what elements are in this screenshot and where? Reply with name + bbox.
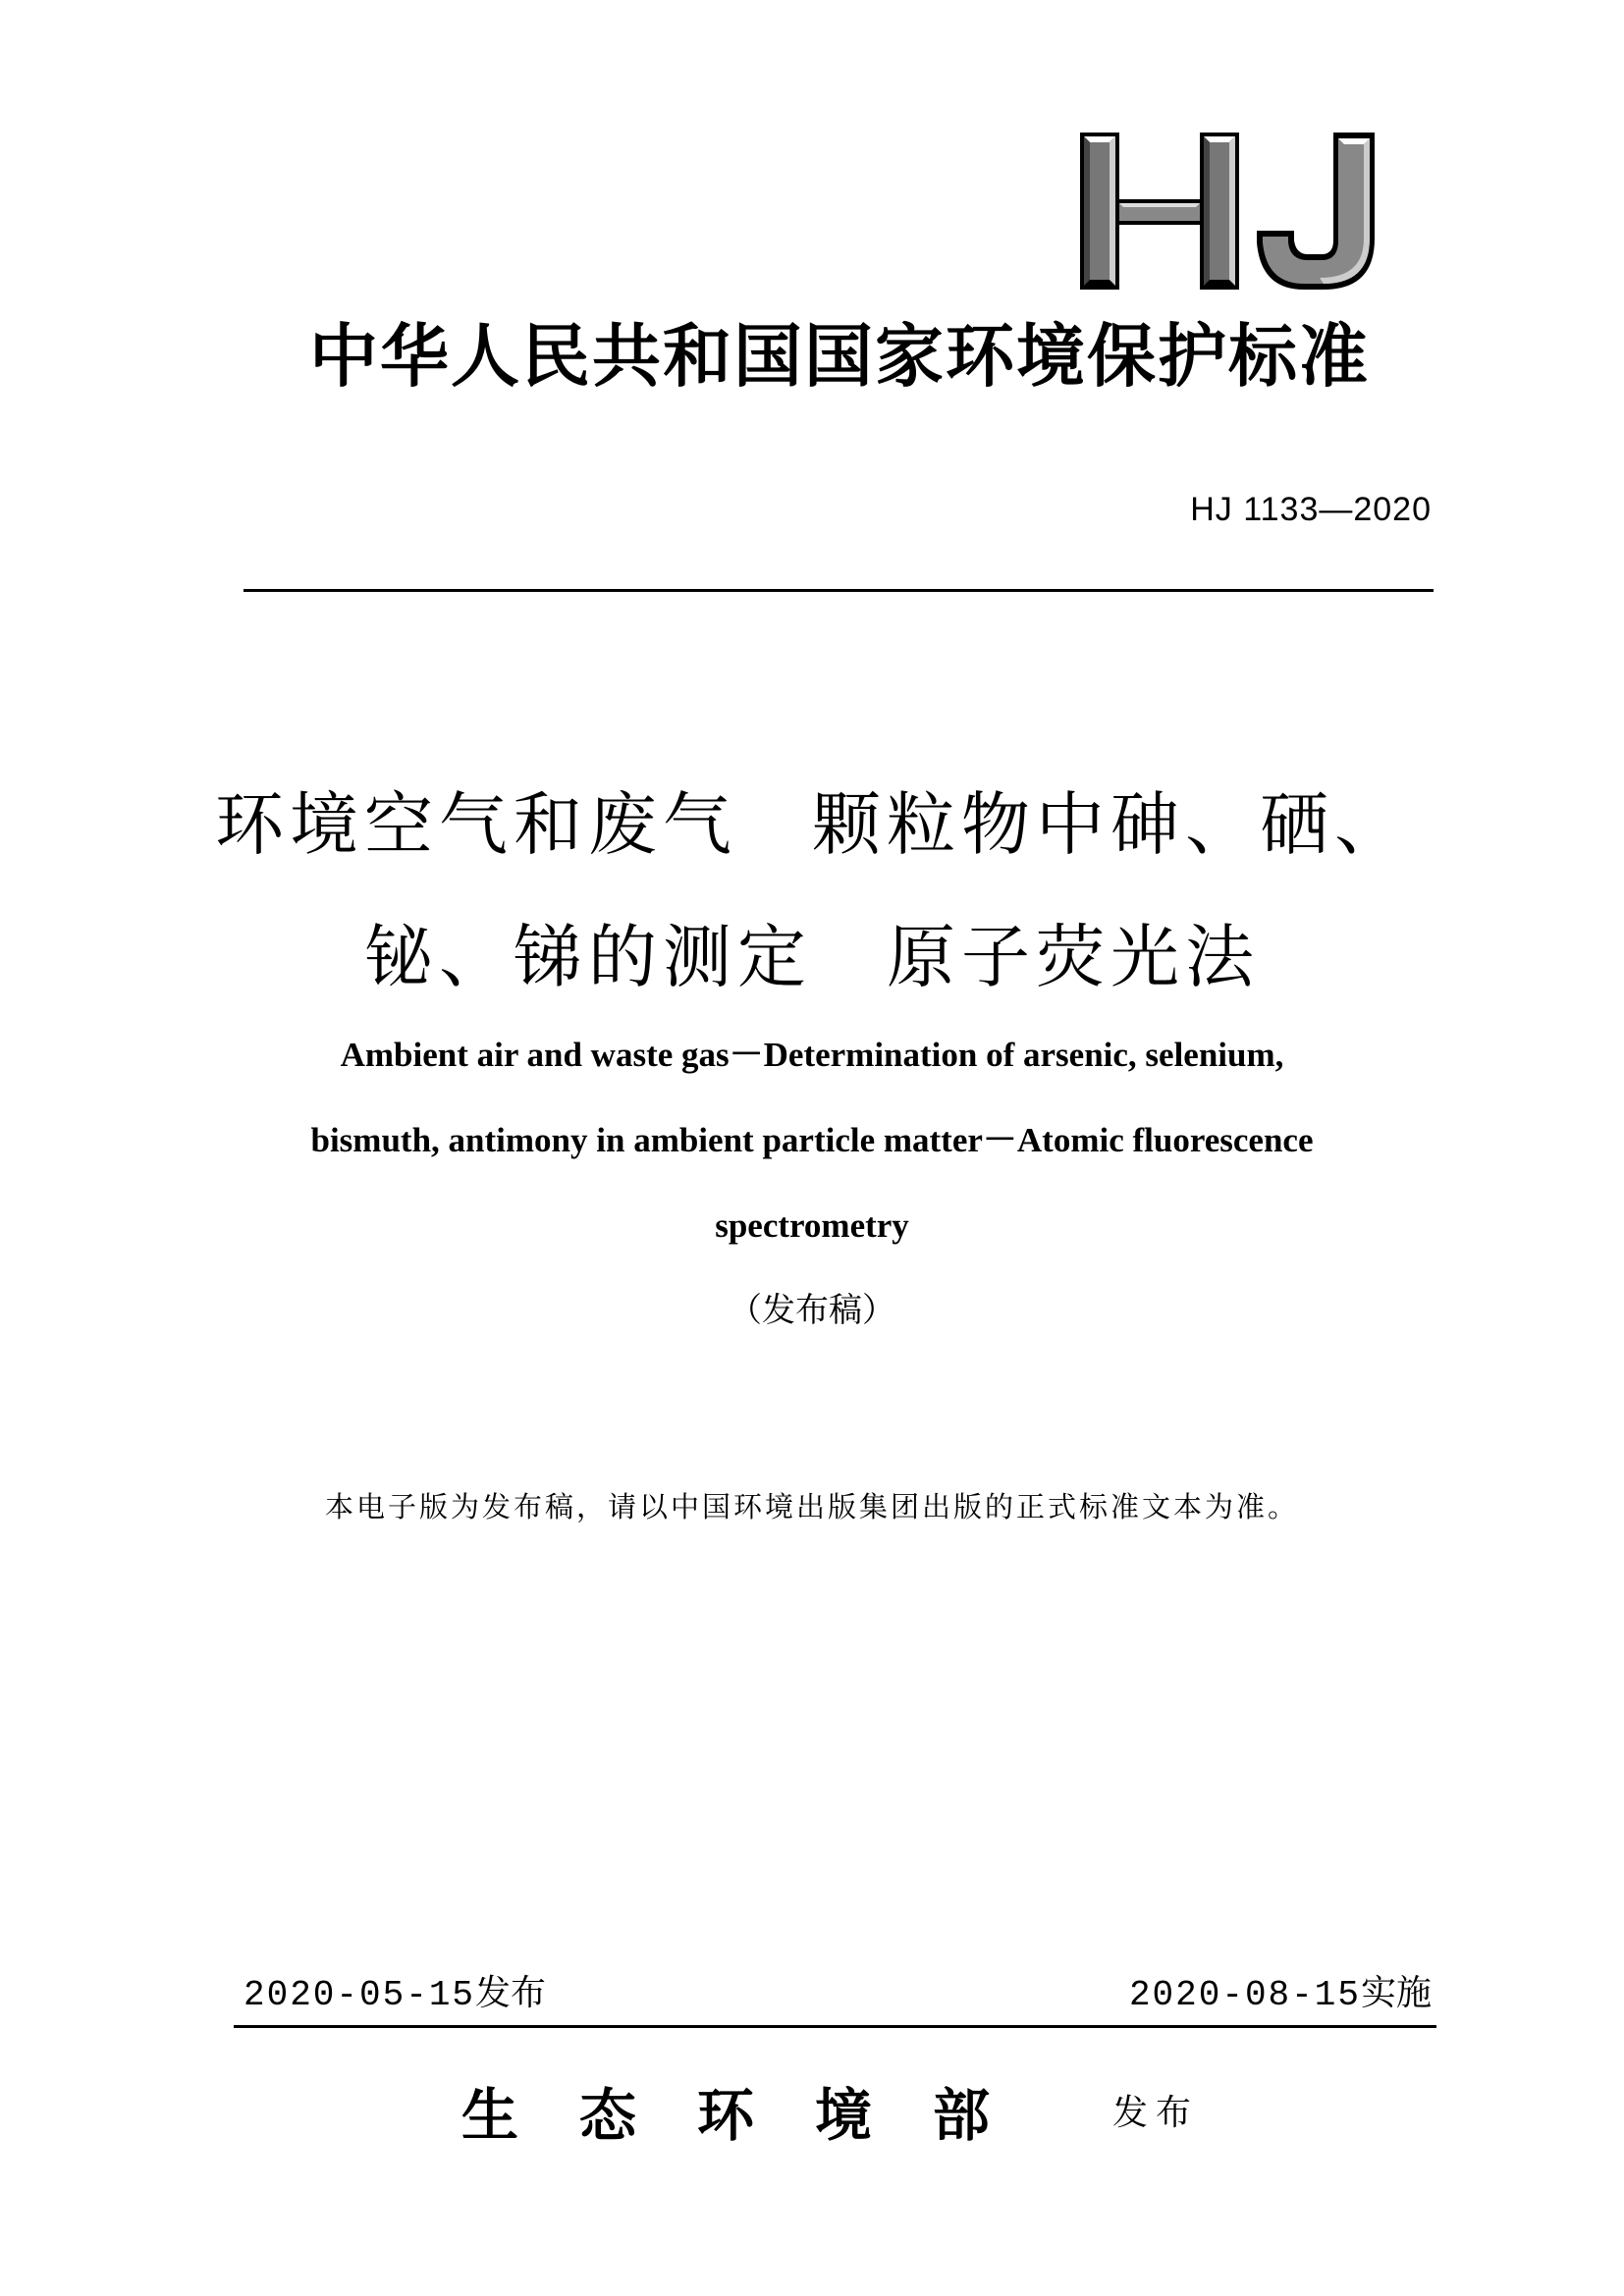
issuer-name: 生态环境部 bbox=[461, 2082, 1052, 2149]
effective-date bbox=[1129, 1965, 1432, 2015]
title-en-line1: Ambient air and waste gas－Determination of arsenic, selenium, bbox=[340, 1036, 1284, 1074]
effective-date-value: 2020-08-15 bbox=[1128, 1975, 1361, 2015]
standard-name: 中华人民共和国国家环境保护标准 bbox=[309, 315, 1370, 397]
logo-letter-j bbox=[1257, 133, 1375, 290]
issuer-label: 发布 bbox=[1112, 2093, 1200, 2133]
release-label: 发布 bbox=[475, 1973, 547, 2013]
logo-letter-h bbox=[1080, 133, 1239, 290]
title-en-line3: spectrometry bbox=[715, 1206, 909, 1245]
title-en-line2: bismuth, antimony in ambient particle matter－Atomic fluorescence bbox=[310, 1121, 1314, 1159]
hj-logo bbox=[1080, 133, 1384, 290]
release-date-value: 2020-05-15 bbox=[244, 1975, 476, 2015]
title-cn-line1: 环境空气和废气 颗粒物中砷、硒、 bbox=[215, 784, 1409, 865]
release-date bbox=[244, 1965, 546, 2015]
top-divider bbox=[244, 589, 1434, 592]
standard-number: HJ 1133—2020 bbox=[1190, 491, 1432, 528]
draft-label: （发布稿） bbox=[729, 1291, 895, 1330]
bottom-divider bbox=[234, 2025, 1436, 2028]
edition-notice: 本电子版为发布稿，请以中国环境出版集团出版的正式标准文本为准。 bbox=[324, 1490, 1299, 1523]
effective-label: 实施 bbox=[1360, 1973, 1432, 2013]
title-cn-line2: 铋、锑的测定 原子荧光法 bbox=[364, 917, 1260, 997]
